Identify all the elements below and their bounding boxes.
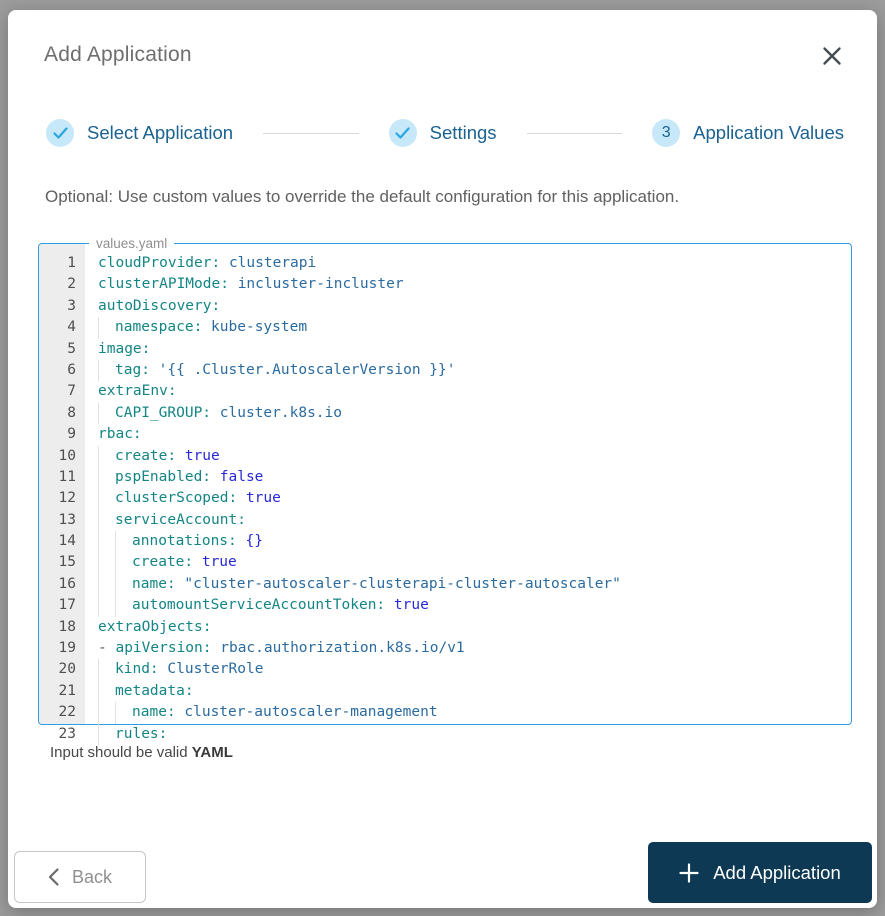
step-3-indicator [652,119,680,147]
code-line: create: true [98,446,851,467]
add-application-button-label: Add Application [713,861,841,883]
code-line: rules: [98,724,851,745]
editor-gutter [39,244,85,742]
description-text: Optional: Use custom values to override the default configuration for this application. [45,187,680,206]
step-2-indicator [389,119,417,147]
line-number: 5 [67,340,76,357]
code-line: autoDiscovery: [98,297,221,314]
code-line: clusterAPIMode: incluster-incluster [98,276,404,293]
code-line: tag: '{{ .Cluster.AutoscalerVersion }}' [98,360,851,381]
line-number: 23 [58,725,76,742]
code-line: create: true [98,552,851,573]
code-line: kind: ClusterRole [98,659,851,680]
indent-guide [98,531,115,552]
modal-footer [14,842,872,903]
hint-text: Input should be valid [50,744,192,761]
line-number: 2 [67,276,76,293]
line-number: 12 [58,490,76,507]
code-line: metadata: [98,681,851,702]
indent-guide [98,510,115,531]
chevron-left-icon [48,868,59,886]
code-line: annotations: {} [98,531,851,552]
code-line: image: [98,340,151,357]
step-application-values [652,119,844,147]
close-icon [821,45,843,67]
editor-filename-label: values.yaml [89,235,174,252]
step-3-label: Application Values [693,122,844,143]
indent-guide [115,531,132,552]
line-number: 21 [58,682,76,699]
indent-guide [115,702,132,723]
indent-guide [98,403,115,424]
line-number: 17 [58,597,76,614]
line-number: 14 [58,533,76,550]
code-line: cloudProvider: clusterapi [98,255,317,271]
line-number: 16 [58,575,76,592]
indent-guide [98,360,115,381]
indent-guide [98,659,115,680]
line-number: 8 [67,404,76,421]
code-line: extraObjects: [98,618,212,635]
line-number: 11 [58,468,76,485]
line-number: 22 [58,704,76,721]
back-button[interactable] [14,851,146,903]
step-settings [389,119,497,147]
line-number: 3 [67,297,76,314]
code-line: CAPI_GROUP: cluster.k8s.io [98,403,851,424]
line-number: 19 [58,640,76,657]
check-icon [395,127,410,140]
editor-code[interactable] [85,244,851,742]
indent-guide [98,552,115,573]
indent-guide [115,552,132,573]
step-3-number: 3 [661,124,671,141]
code-line: serviceAccount: [98,510,851,531]
code-line: - apiVersion: rbac.authorization.k8s.io/v1 [98,640,465,657]
line-number: 18 [58,618,76,635]
line-number: 20 [58,661,76,678]
code-line: automountServiceAccountToken: true [98,595,851,616]
indent-guide [98,595,115,616]
step-1-label: Select Application [87,122,234,143]
code-line: extraEnv: [98,383,177,400]
code-line: namespace: kube-system [98,317,851,338]
validation-hint [50,744,841,761]
indent-guide [115,574,132,595]
indent-guide [98,446,115,467]
indent-guide [98,574,115,595]
check-icon [53,127,68,140]
close-button[interactable] [819,43,845,69]
line-number: 10 [58,447,76,464]
indent-guide [98,467,115,488]
hint-language: YAML [191,744,233,761]
step-1-indicator [46,119,74,147]
indent-guide [98,702,115,723]
step-2-label: Settings [429,122,497,143]
yaml-editor[interactable] [38,236,852,742]
step-connector [527,133,623,134]
line-number: 15 [58,554,76,571]
code-line: rbac: [98,426,142,443]
indent-guide [98,681,115,702]
line-number: 9 [67,426,76,443]
back-button-label: Back [71,866,113,887]
plus-icon [679,863,699,883]
code-line: pspEnabled: false [98,467,851,488]
indent-guide [98,317,115,338]
editor-body[interactable] [39,244,851,742]
code-line: name: cluster-autoscaler-management [98,702,851,723]
page-title: Add Application [44,43,192,66]
line-number: 4 [67,319,76,336]
line-number: 1 [67,255,76,271]
modal-header [8,10,877,69]
step-connector [263,133,359,134]
indent-guide [98,488,115,509]
code-line: clusterScoped: true [98,488,851,509]
step-select-application [46,119,233,147]
add-application-button[interactable] [648,842,872,903]
line-number: 7 [67,383,76,400]
wizard-stepper [46,119,844,147]
add-application-modal [8,10,877,908]
indent-guide [115,595,132,616]
line-number: 6 [67,361,76,378]
line-number: 13 [58,511,76,528]
indent-guide [98,724,115,745]
code-line: name: "cluster-autoscaler-clusterapi-cluster-autoscaler" [98,574,851,595]
